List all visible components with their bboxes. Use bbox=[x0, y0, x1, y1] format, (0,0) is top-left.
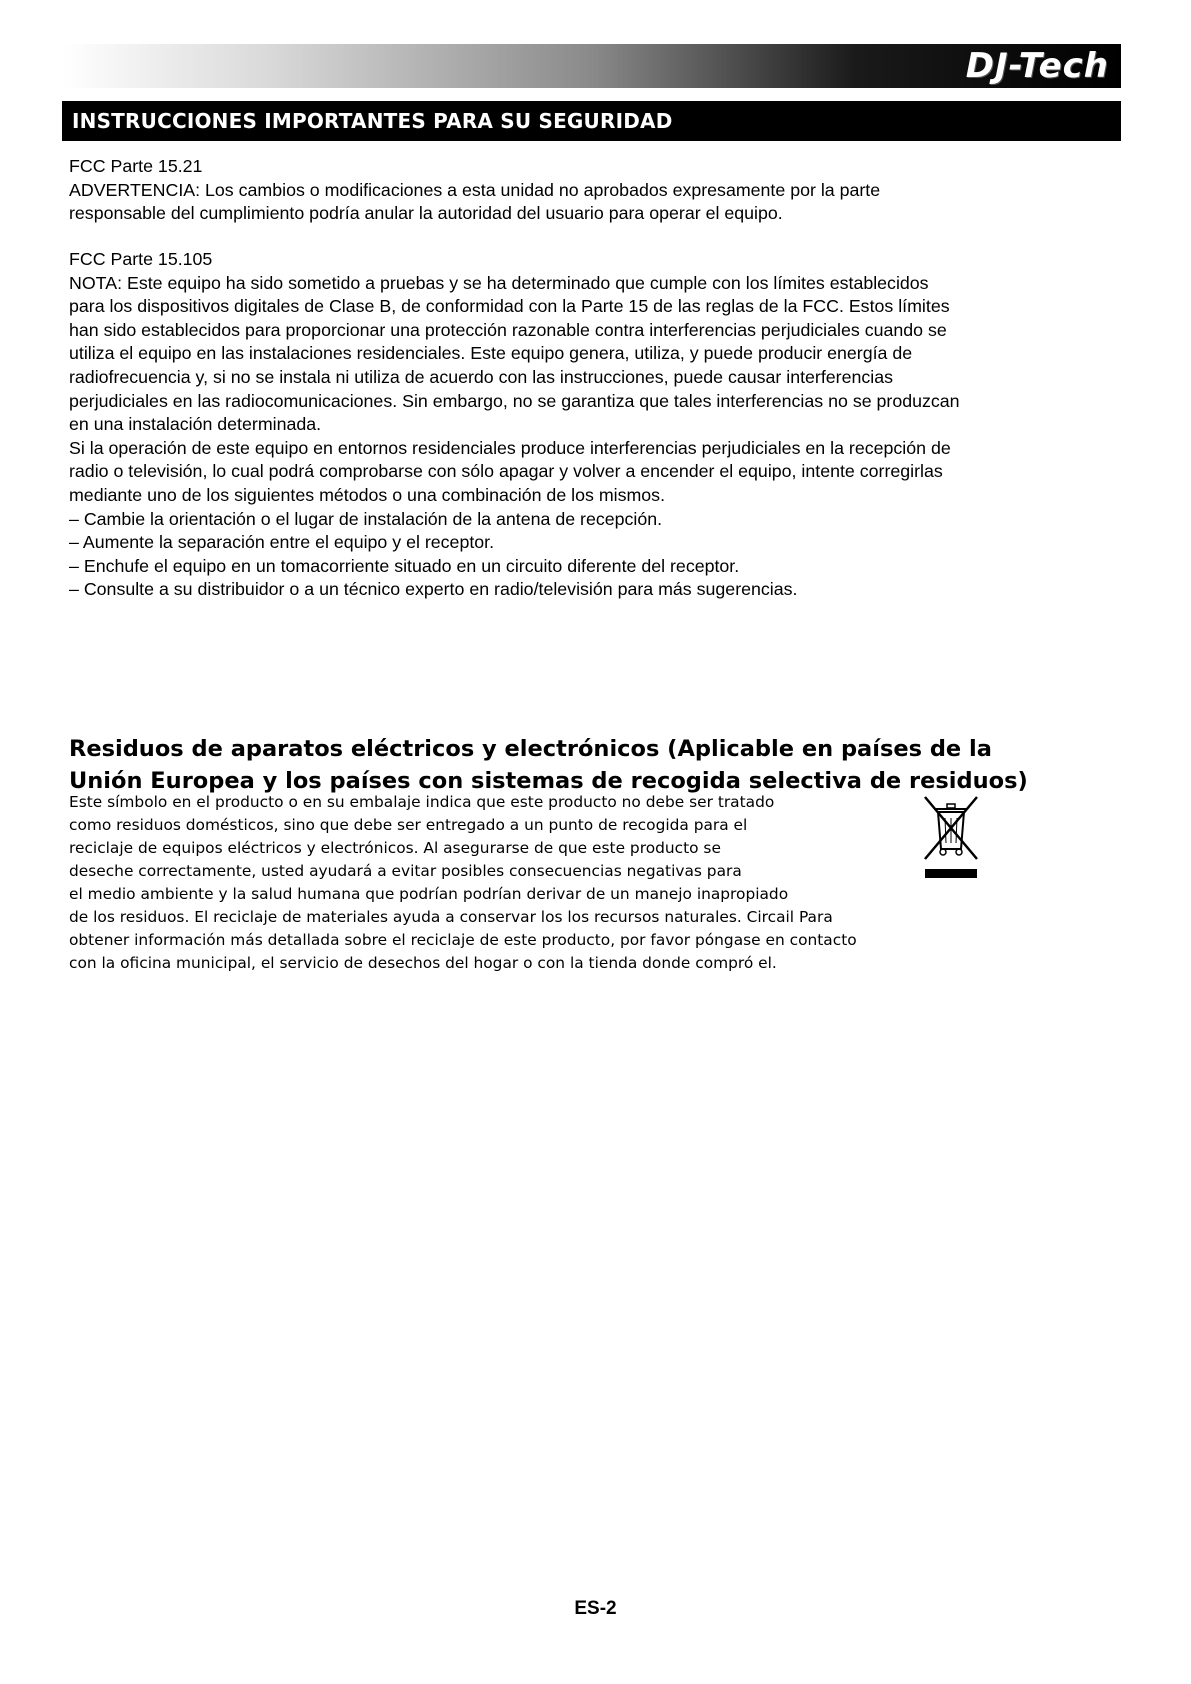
fcc-15-105-line: mediante uno de los siguientes métodos o una combinación de los mismos. bbox=[69, 484, 666, 505]
fcc-15-105-bullet: – Consulte a su distribuidor o a un técnico experto en radio/televisión para más sugerencias. bbox=[69, 579, 798, 600]
weee-text-line: el medio ambiente y la salud humana que podrían podrían derivar de un manejo inapropiado bbox=[69, 885, 789, 903]
fcc-15-105-line: utiliza el equipo en las instalaciones residenciales. Este equipo genera, utiliza, y puede producir energía de bbox=[69, 343, 913, 364]
fcc-15-105-line: han sido establecidos para proporcionar una protección razonable contra interferencias perjudiciales cuando se bbox=[69, 319, 947, 340]
fcc-15-105-bullet: – Cambie la orientación o el lugar de instalación de la antena de recepción. bbox=[69, 508, 663, 529]
weee-text-line: Este símbolo en el producto o en su embalaje indica que este producto no debe ser tratado bbox=[69, 793, 775, 811]
crossed-out-wheelie-bin-icon bbox=[921, 791, 981, 881]
fcc-15-105-line: NOTA: Este equipo ha sido sometido a pruebas y se ha determinado que cumple con los límites establecidos bbox=[69, 272, 929, 293]
fcc-15-105-line: radio o televisión, lo cual podrá comprobarse con sólo apagar y volver a encender el equipo, intente corregirlas bbox=[69, 461, 943, 482]
fcc-15-105-line: Si la operación de este equipo en entornos residenciales produce interferencias perjudiciales en la recepción de bbox=[69, 437, 951, 458]
weee-text-line: con la oficina municipal, el servicio de desechos del hogar o con la tienda donde compró el. bbox=[69, 954, 777, 972]
fcc-15-105-bullet: – Aumente la separación entre el equipo y el receptor. bbox=[69, 532, 495, 553]
weee-title bbox=[69, 733, 1029, 797]
fcc-15-105-bullet: – Enchufe el equipo en un tomacorriente situado en un circuito diferente del receptor. bbox=[69, 555, 740, 576]
weee-text-line: reciclaje de equipos eléctricos y electrónicos. Al asegurarse de que este producto se bbox=[69, 839, 721, 857]
section-header bbox=[62, 101, 1121, 141]
weee-text-line: como residuos domésticos, sino que debe ser entregado a un punto de recogida para el bbox=[69, 816, 748, 834]
weee-title-line: Unión Europea y los países con sistemas de recogida selectiva de residuos) bbox=[69, 768, 1028, 794]
fcc-15-105-line: para los dispositivos digitales de Clase B, de conformidad con la Parte 15 de las reglas de la FCC. Estos límites bbox=[69, 296, 950, 317]
fcc-15-105-line: radiofrecuencia y, si no se instala ni utiliza de acuerdo con las instrucciones, puede causar interferencias bbox=[69, 366, 893, 387]
fcc-15-105-line: perjudiciales en las radiocomunicaciones. Sin embargo, no se garantiza que tales interferencias no se produzcan bbox=[69, 390, 960, 411]
fcc-15-105-line: en una instalación determinada. bbox=[69, 414, 322, 435]
weee-text-line: de los residuos. El reciclaje de materiales ayuda a conservar los los recursos naturales. Circail Para bbox=[69, 908, 833, 926]
brand-bar bbox=[62, 44, 1121, 88]
weee-text-line: deseche correctamente, usted ayudará a evitar posibles consecuencias negativas para bbox=[69, 862, 742, 880]
fcc-15-105-block bbox=[69, 248, 1119, 602]
weee-title-line: Residuos de aparatos eléctricos y electrónicos (Aplicable en países de la bbox=[69, 736, 992, 762]
fcc-15-21-line: responsable del cumplimiento podría anular la autoridad del usuario para operar el equipo. bbox=[69, 203, 783, 224]
brand-logo: DJ-Tech bbox=[965, 46, 1109, 86]
fcc-15-21-title: FCC Parte 15.21 bbox=[69, 156, 203, 176]
fcc-15-21-block bbox=[69, 155, 1119, 226]
page-number: ES-2 bbox=[574, 1598, 617, 1619]
section-title: INSTRUCCIONES IMPORTANTES PARA SU SEGURIDAD bbox=[72, 109, 673, 133]
fcc-15-105-title: FCC Parte 15.105 bbox=[69, 249, 213, 269]
weee-text-line: obtener información más detallada sobre el reciclaje de este producto, por favor póngase en contacto bbox=[69, 931, 857, 949]
fcc-15-21-line: ADVERTENCIA: Los cambios o modificaciones a esta unidad no aprobados expresamente por la parte bbox=[69, 179, 881, 200]
